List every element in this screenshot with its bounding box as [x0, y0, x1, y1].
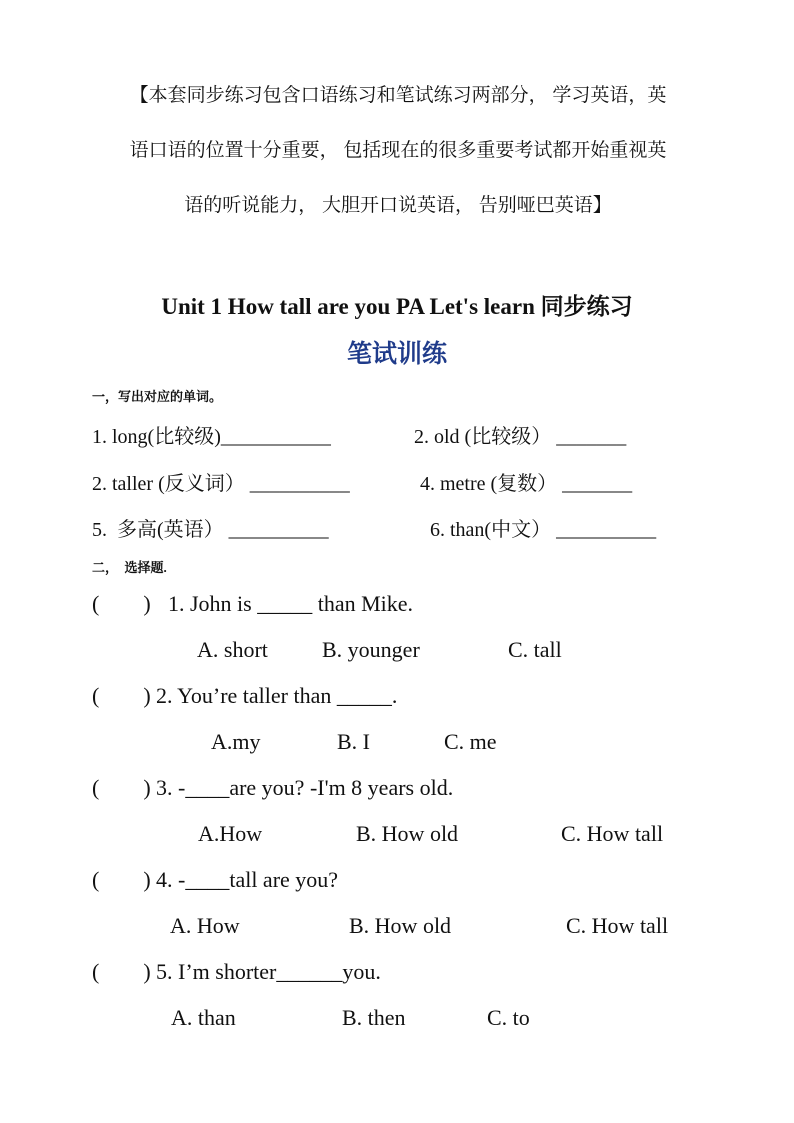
- question-5-option-a: A. than: [171, 1005, 236, 1030]
- fill-item-1: 1. long(比较级)___________: [92, 426, 331, 448]
- answer-paren-4: ( ): [92, 867, 151, 892]
- intro-line-2: 语口语的位置十分重要， 包括现在的很多重要考试都开始重视英: [129, 140, 667, 161]
- answer-paren-1: ( ): [92, 591, 151, 616]
- intro-line-1: 【本套同步练习包含口语练习和笔试练习两部分， 学习英语，英: [129, 85, 667, 106]
- question-5-stem: 5. I’m shorter______you.: [156, 959, 381, 984]
- fill-item-2: 2. old (比较级） _______: [414, 426, 627, 448]
- question-1-option-c: C. tall: [508, 637, 562, 662]
- fill-item-4: 4. metre (复数） _______: [420, 473, 633, 495]
- answer-paren-2: ( ): [92, 683, 151, 708]
- question-5-option-c: C. to: [487, 1005, 530, 1030]
- question-1-option-b: B. younger: [322, 637, 420, 662]
- question-4-option-a: A. How: [170, 913, 240, 938]
- question-2-stem: 2. You’re taller than _____.: [156, 683, 398, 708]
- fill-item-3: 2. taller (反义词） __________: [92, 473, 350, 495]
- intro-line-3: 语的听说能力， 大胆开口说英语， 告别哑巴英语】: [184, 195, 612, 216]
- question-1-stem: 1. John is _____ than Mike.: [168, 591, 414, 616]
- question-4-option-b: B. How old: [349, 913, 452, 938]
- question-2-option-c: C. me: [444, 729, 497, 754]
- answer-paren-5: ( ): [92, 959, 151, 984]
- question-3-option-a: A.How: [198, 821, 263, 846]
- question-3-option-b: B. How old: [356, 821, 459, 846]
- answer-paren-3: ( ): [92, 775, 151, 800]
- question-2-option-b: B. I: [337, 729, 370, 754]
- question-2-option-a: A.my: [211, 729, 261, 754]
- question-4-option-c: C. How tall: [566, 913, 669, 938]
- page-title: Unit 1 How tall are you PA Let's learn 同步练习: [161, 294, 633, 319]
- fill-item-6: 6. than(中文） __________: [430, 519, 657, 541]
- section-2-heading: 二， 选择题.: [92, 560, 167, 575]
- question-3-option-c: C. How tall: [561, 821, 664, 846]
- question-4-stem: 4. -____tall are you?: [156, 867, 339, 892]
- page-subtitle: 笔试训练: [346, 341, 447, 368]
- question-3-stem: 3. -____are you? -I'm 8 years old.: [156, 775, 454, 800]
- question-1-option-a: A. short: [197, 637, 268, 662]
- section-1-heading: 一，写出对应的单词。: [92, 389, 223, 404]
- fill-item-5: 5. 多高(英语） __________: [92, 519, 329, 541]
- question-5-option-b: B. then: [342, 1005, 406, 1030]
